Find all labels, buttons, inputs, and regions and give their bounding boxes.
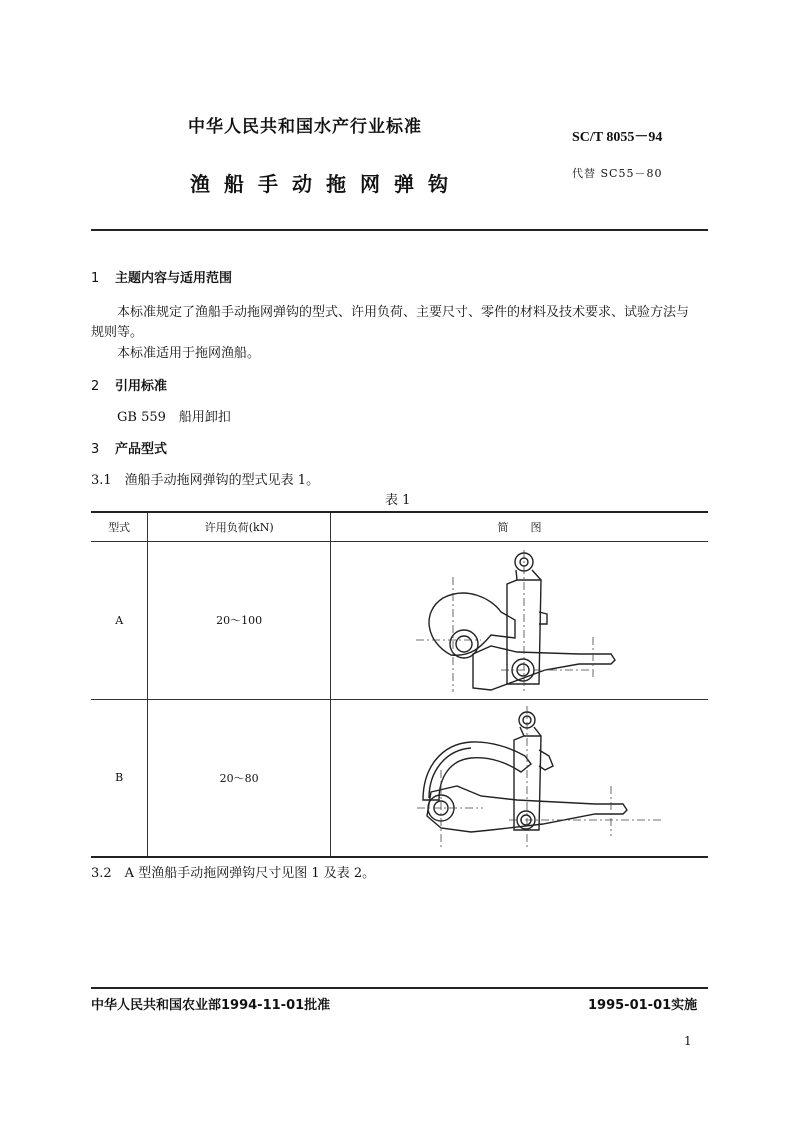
table-row [91,699,708,857]
replaces-note: 代替 SC55－80 [572,167,663,180]
header-type: 型式 [91,512,148,541]
issuer-title: 中华人民共和国水产行业标准 [188,117,422,137]
approval-note: 中华人民共和国农业部1994-11-01批准 [91,998,331,1013]
section-2-title: 引用标准 [115,379,168,394]
hook-type-a-drawing [331,542,708,699]
cell-figure [330,541,708,699]
section-1-heading [91,267,232,286]
standard-code [572,126,662,146]
section-3-number: 3 [91,442,100,457]
page-number: 1 [684,1034,692,1048]
cell-type: B [91,699,148,857]
section-3-2: 3.2 A 型渔船手动拖网弹钩尺寸见图 1 及表 2。 [91,866,376,881]
cell-load: 20～80 [148,699,331,857]
section-1-paragraph-2: 本标准适用于拖网渔船。 [117,346,261,361]
hook-types-table [91,511,708,858]
section-1-paragraph-1-cont: 规则等。 [91,325,144,340]
section-2-number: 2 [91,379,100,394]
hook-type-b-drawing [331,700,708,856]
header-rule [91,229,708,231]
document-title: 渔船手动拖网弹钩 [190,172,462,196]
section-1-title: 主题内容与适用范围 [115,271,233,286]
section-3-1: 3.1 渔船手动拖网弹钩的型式见表 1。 [91,473,320,488]
section-2-heading [91,375,167,394]
table-caption: 表 1 [385,493,411,508]
cell-load: 20～100 [148,541,331,699]
footer-rule [91,987,708,989]
standard-code-text: SC/T 8055－94 [572,130,663,145]
effective-date: 1995-01-01实施 [588,998,698,1013]
table-row [91,541,708,699]
section-3-title: 产品型式 [115,442,168,457]
header-load: 许用负荷(kN) [148,512,331,541]
section-3-heading [91,438,167,457]
section-1-number: 1 [91,271,100,286]
header-figure: 简 图 [330,512,708,541]
reference-gb559: GB 559 船用卸扣 [117,410,231,425]
table-header-row [91,512,708,541]
cell-figure [330,699,708,857]
cell-type: A [91,541,148,699]
section-1-paragraph-1: 本标准规定了渔船手动拖网弹钩的型式、许用负荷、主要尺寸、零件的材料及技术要求、试验方法与 [117,305,690,320]
